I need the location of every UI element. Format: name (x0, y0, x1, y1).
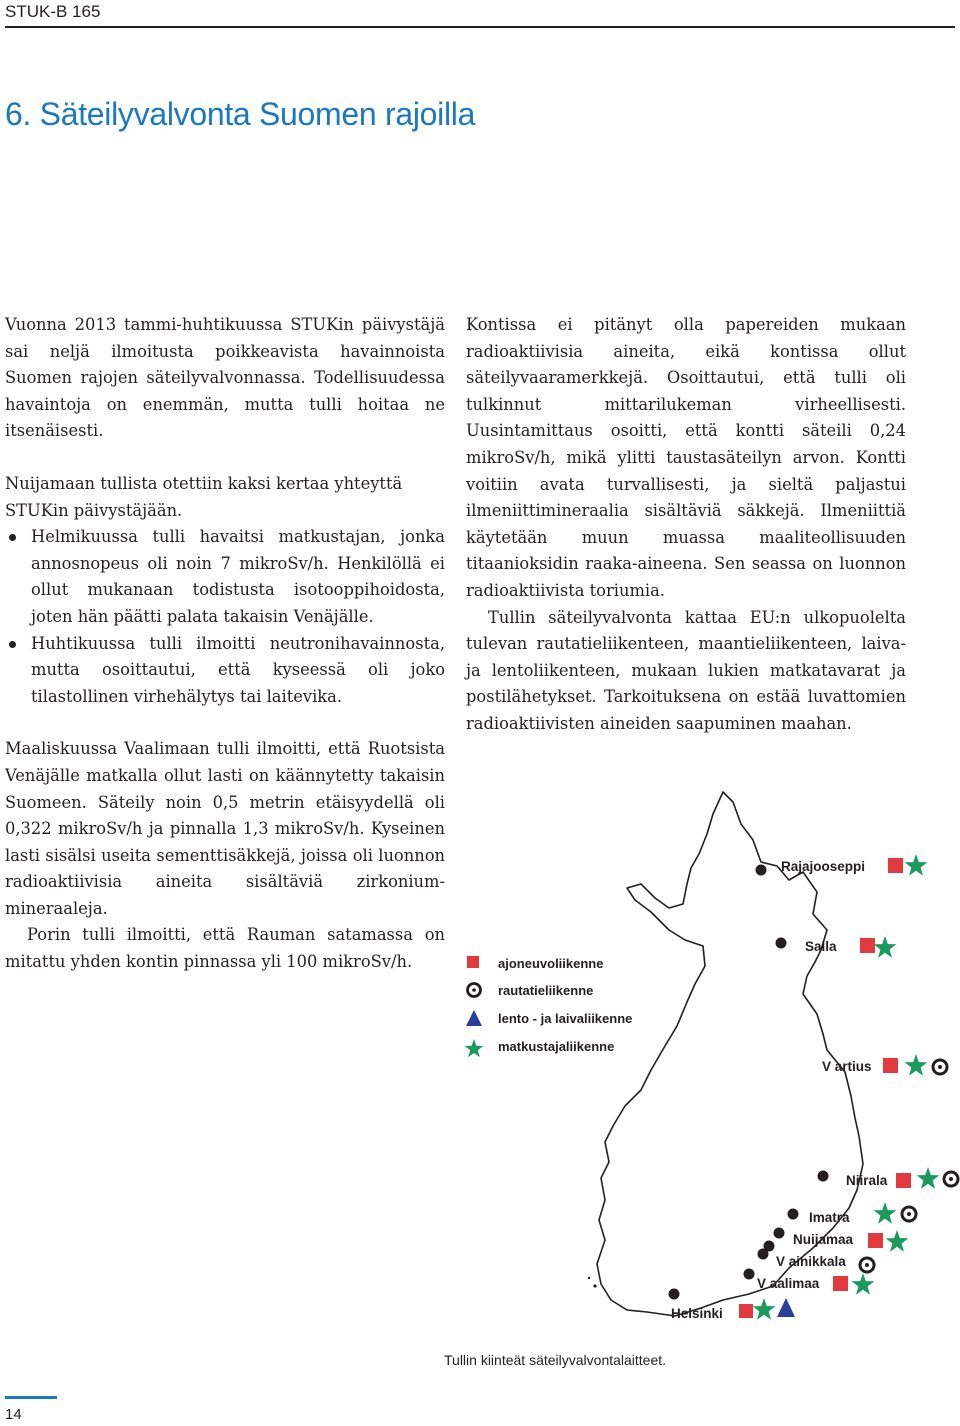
station-label-salla: Salla (805, 939, 837, 954)
legend-passenger-label: matkustajaliikenne (498, 1039, 615, 1054)
station-dot-rajajooseppi (756, 865, 767, 876)
station-label-helsinki: Helsinki (671, 1306, 723, 1321)
header-rule (5, 26, 955, 28)
road-marker-salla (860, 938, 875, 953)
station-label-vainikkala: V ainikkala (776, 1254, 846, 1269)
passenger-marker-vartius (905, 1054, 928, 1076)
paragraph-intro: Vuonna 2013 tammi-huhtikuussa STUKin päivystäjä sai neljä ilmoitusta poikkeavista havainnoista Suomen rajojen säteilyvalvonnassa. Todellisuudessa havaintoja on enemmän, mutta tulli hoitaa ne itsenäisesti. (5, 315, 445, 441)
page-number: 14 (5, 1406, 22, 1423)
passenger-marker-vaalimaa (852, 1273, 875, 1295)
bullet-item-april: Huhtikuussa tulli ilmoitti neutronihavainnosta, mutta osoittautui, että kyseessä oli joko tilastollinen virhehälytys tai laitevika. (5, 631, 445, 711)
station-dot-vaalimaa (744, 1269, 755, 1280)
paragraph-container: Kontissa ei pitänyt olla papereiden mukaan radioaktiivisia aineita, eikä kontissa ollut säteilyvaaramerkkejä. Osoittautui, että tulli oli tulkinnut mittarilukeman virheellisesti. Uusintamittaus osoitti, että kontti säteili 0,24 mikroSv/h, mikä ylitti taustasäteilyn arvon. Kontti voitiin avata turvallisesti, ja sieltä paljastui ilmeniittimineraalia sisältäviä säkkejä. Ilmeniittiä käytetään muun muassa maaliteollisuuden titaanioksidin raaka-aineena. Sen seassa on luonnon radioaktiivista toriumia. (466, 315, 906, 600)
station-dot-nuijamaa (774, 1228, 785, 1239)
paragraph-customs-scope: Tullin säteilyvalvonta kattaa EU:n ulkopuolelta tulevan rautatieliikenteen, maantieliikenteen, laiva- ja lentoliikenteen, mukaan lukien matkatavarat ja postilähetykset. Tarkoituksena on estää luvattomien radioaktiivisten aineiden saapuminen maahan. (466, 607, 906, 733)
station-label-vaalimaa: V aalimaa (757, 1276, 820, 1291)
road-marker-vartius (883, 1058, 898, 1073)
passenger-marker-imatra (874, 1202, 897, 1224)
station-dot-vainikkala-2 (758, 1249, 769, 1260)
footer-rule (5, 1396, 57, 1399)
finland-map (455, 780, 960, 1355)
station-label-niirala: Niirala (846, 1173, 888, 1188)
station-label-imatra: Imatra (809, 1210, 850, 1225)
figure-caption: Tullin kiinteät säteilyvalvontalaitteet. (444, 1352, 667, 1368)
bullet-item-february: Helmikuussa tulli havaitsi matkustajan, jonka annosnopeus oli noin 7 mikroSv/h. Henkilöllä ei ollut mukanaan todistusta isotooppihoidosta, joten hän päätti palata takaisin Venäjälle. (5, 524, 445, 630)
legend-star-icon (465, 1039, 484, 1057)
road-marker-helsinki (739, 1304, 753, 1318)
series-header: STUK-B 165 (5, 2, 101, 21)
passenger-marker-rajajooseppi (905, 854, 928, 876)
station-label-rajajooseppi: Rajajooseppi (781, 859, 866, 874)
legend-air-sea-label: lento - ja laivaliikenne (498, 1011, 633, 1026)
road-marker-vaalimaa (833, 1276, 848, 1291)
station-dot-niirala (818, 1171, 829, 1182)
legend-triangle-icon (466, 1010, 482, 1026)
road-marker-nuijamaa (868, 1233, 883, 1248)
road-marker-niirala (896, 1173, 911, 1188)
station-dot-imatra (788, 1209, 799, 1220)
paragraph-nuijamaa: Nuijamaan tullista otettiin kaksi kertaa yhteyttä STUKin päivystäjään. (5, 473, 403, 520)
station-label-nuijamaa: Nuijamaa (793, 1232, 854, 1247)
finland-map-figure (455, 780, 960, 1355)
legend-rail-label: rautatieliikenne (498, 983, 594, 998)
station-dot-salla (776, 938, 787, 949)
station-label-vartius: V artius (822, 1059, 872, 1074)
paragraph-vaalimaa: Maaliskuussa Vaalimaan tulli ilmoitti, että Ruotsista Venäjälle matkalla ollut lasti on käännytetty takaisin Suomeen. Säteily noin 0,5 metrin etäisyydellä oli 0,322 mikroSv/h ja pinnalla 1,3 mikroSv/h. Kyseinen lasti sisälsi useita sementtisäkkejä, joissa oli luonnon radioaktiivisia aineita sisältäviä zirkonium-mineraaleja. (5, 739, 445, 918)
bullet-list (5, 524, 445, 710)
right-column (466, 312, 906, 738)
legend-road-label: ajoneuvoliikenne (498, 956, 604, 971)
left-column (5, 312, 445, 976)
air-sea-marker-helsinki (777, 1298, 795, 1317)
paragraph-pori: Porin tulli ilmoitti, että Rauman satamassa on mitattu yhden kontin pinnassa yli 100 mikroSv/h. (5, 925, 445, 972)
road-marker-rajajooseppi (888, 858, 903, 873)
passenger-marker-helsinki (753, 1298, 776, 1320)
legend-square-icon (467, 956, 479, 968)
station-dot-helsinki (669, 1289, 680, 1300)
chapter-title: 6. Säteilyvalvonta Suomen rajoilla (5, 96, 476, 132)
passenger-marker-nuijamaa (886, 1230, 909, 1252)
passenger-marker-niirala (917, 1167, 940, 1189)
passenger-marker-salla (874, 936, 897, 958)
